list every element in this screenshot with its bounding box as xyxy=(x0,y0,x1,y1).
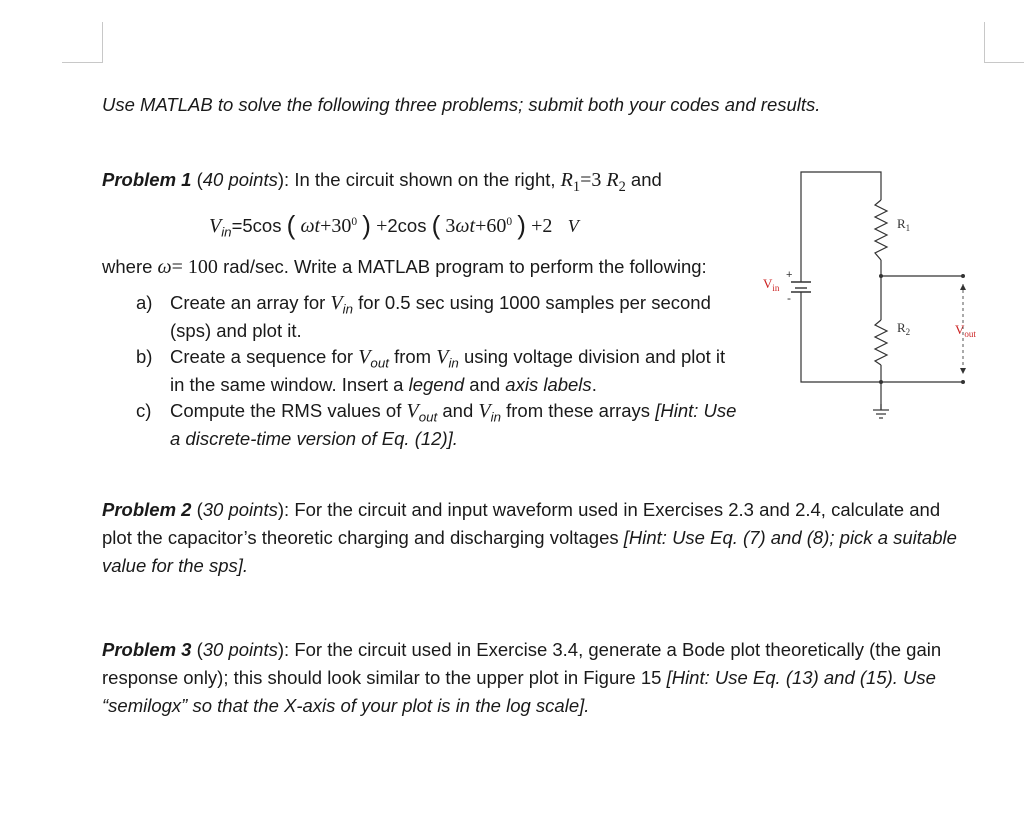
vout-terminal-bottom xyxy=(961,380,965,384)
problem3-hint: [Hint: Use Eq. (13) and (15). Use xyxy=(666,667,936,688)
intro-text: Use MATLAB to solve the following three problems; submit both your codes and results. xyxy=(102,94,821,115)
minus-sign: - xyxy=(787,291,791,305)
bottom-wire xyxy=(801,292,881,382)
problem3-points: 30 points xyxy=(202,639,278,660)
vout-label: $V_{out}$ xyxy=(955,322,976,339)
problem3-line2 xyxy=(102,665,936,691)
problem2-line2 xyxy=(102,525,957,551)
problem2-points: 30 points xyxy=(202,499,278,520)
problem2-title: Problem 2 xyxy=(102,499,192,520)
node-bottom xyxy=(879,380,883,384)
item-c-line1: Compute the RMS values of $V_{out}$ and $V_{in}$ from these arrays [Hint: Use xyxy=(170,400,737,425)
vout-terminal-top xyxy=(961,274,965,278)
problem3-text2a: response only); this should look similar to the upper plot in Figure 15 xyxy=(102,667,662,688)
where-suffix: rad/sec. Write a MATLAB program to perform the following: xyxy=(223,256,707,277)
problem2-text2a: plot the capacitor’s theoretic charging and discharging voltages xyxy=(102,527,619,548)
ground-symbol xyxy=(873,404,889,418)
vin-label: $V_{in}$ xyxy=(763,276,780,293)
problem2-hint: [Hint: Use Eq. (7) and (8); pick a suitable xyxy=(623,527,957,548)
item-b-marker: b) xyxy=(136,346,153,367)
vin-source xyxy=(791,282,811,292)
problem1-relation: $R_1=3$ $R_2$ xyxy=(560,169,626,195)
top-wire xyxy=(801,172,881,282)
problem2-line1: Problem 2 (30 points): For the circuit and input waveform used in Exercises 2.3 and 2.4, calculate and xyxy=(102,499,941,520)
where-prefix: where xyxy=(102,256,153,277)
problem1-relation-end: and xyxy=(630,169,662,190)
r2-label: $R_2$ xyxy=(897,320,911,337)
r1-label: $R_1$ xyxy=(897,216,911,233)
vin-equation: $V_{in}=5\cos$ ( $\omega t+30^0$ ) +2cos ( $3\omega t+60^0$ ) +2 V xyxy=(209,210,579,240)
item-b-line2: in the same window. Insert a legend and axis labels. xyxy=(170,374,597,395)
problem1-points: 40 points xyxy=(202,169,278,190)
problem3-line1: Problem 3 (30 points): For the circuit used in Exercise 3.4, generate a Bode plot theoretically (the gain xyxy=(102,639,942,660)
r2-resistor xyxy=(875,320,887,365)
problem3-line3: “semilogx” so that the X-axis of your plot is in the log scale]. xyxy=(102,695,590,716)
plus-sign: + xyxy=(786,269,793,281)
problem3-text1: For the circuit used in Exercise 3.4, generate a Bode plot theoretically (the gain xyxy=(294,639,942,660)
node-mid xyxy=(879,274,883,278)
problem2-line3: value for the sps]. xyxy=(102,555,249,576)
item-c-marker: c) xyxy=(136,400,152,421)
problem1-text: In the circuit shown on the right, xyxy=(294,169,556,190)
item-c-line2: a discrete-time version of Eq. (12)]. xyxy=(170,428,458,449)
r1-resistor xyxy=(875,200,887,260)
omega-symbol: ω xyxy=(157,256,172,278)
problem3-title: Problem 3 xyxy=(102,639,192,660)
item-a-line1: Create an array for $V_{in}$ for 0.5 sec using 1000 samples per second xyxy=(170,292,711,317)
item-b-line1: Create a sequence for $V_{out}$ from $V_{in}$ using voltage division and plot it xyxy=(170,346,726,371)
problem2-text1: For the circuit and input waveform used in Exercises 2.3 and 2.4, calculate and xyxy=(294,499,941,520)
page-corner-mark-top-right xyxy=(984,22,1024,63)
problem1-heading: Problem 1 (40 points): In the circuit shown on the right, $R_1=3$ $R_2$ and xyxy=(102,169,662,195)
page-corner-mark-top-left xyxy=(62,22,103,63)
where-line: where ω= 100 rad/sec. Write a MATLAB program to perform the following: xyxy=(102,256,707,278)
problem1-title: Problem 1 xyxy=(102,169,192,190)
item-a-line2: (sps) and plot it. xyxy=(170,320,302,341)
circuit-diagram xyxy=(755,160,995,430)
item-a-marker: a) xyxy=(136,292,153,313)
